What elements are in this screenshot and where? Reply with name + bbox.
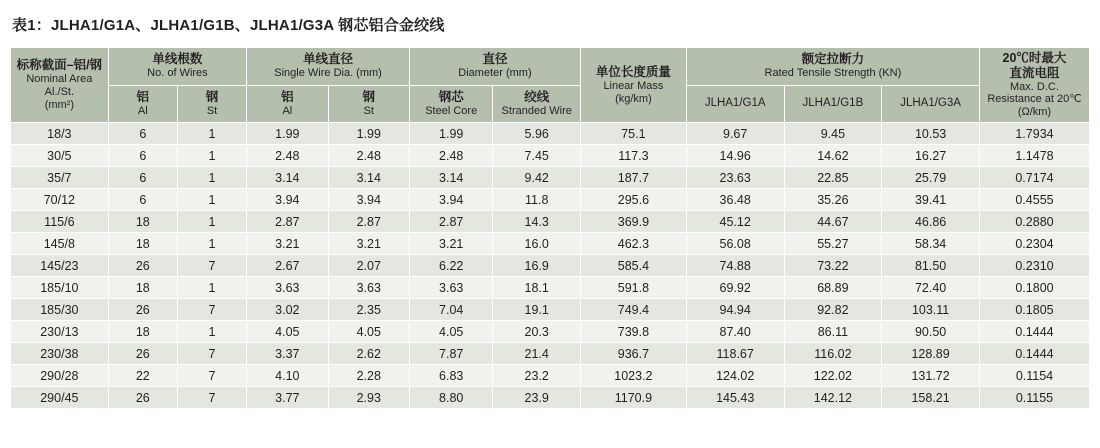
cell-dc-resistance: 0.2880 [979, 211, 1089, 233]
table-row [11, 277, 1090, 299]
cell-diameter-strand: 18.1 [493, 277, 581, 299]
cell-tensile-g1a: 145.43 [686, 387, 784, 409]
header-no-of-wires-cn: 单线根数 [152, 52, 203, 67]
subheader-tensile-g1b [784, 85, 882, 123]
cell-nominal-area: 230/38 [11, 343, 109, 365]
cell-diameter-strand: 5.96 [493, 123, 581, 145]
cell-tensile-g1a: 9.67 [686, 123, 784, 145]
header-linear-mass-unit: (kg/km) [615, 92, 652, 105]
subheader-wires-al [108, 85, 177, 123]
cell-dia-al: 4.10 [247, 365, 328, 387]
header-row-primary [11, 48, 1090, 86]
cell-dia-st: 3.21 [328, 233, 409, 255]
cell-diameter-core: 6.83 [409, 365, 492, 387]
cell-dc-resistance: 0.4555 [979, 189, 1089, 211]
table-row [11, 189, 1090, 211]
cell-wires-al: 18 [108, 211, 177, 233]
cell-dc-resistance: 1.1478 [979, 145, 1089, 167]
header-dc-resistance-cn2: 直流电阻 [1009, 65, 1060, 80]
cell-linear-mass: 1023.2 [580, 365, 686, 387]
cell-tensile-g1b: 68.89 [784, 277, 882, 299]
cell-dia-st: 2.07 [328, 255, 409, 277]
cell-linear-mass: 295.6 [580, 189, 686, 211]
cell-tensile-g1a: 45.12 [686, 211, 784, 233]
cell-dia-al: 3.94 [247, 189, 328, 211]
cell-tensile-g3a: 103.11 [882, 299, 980, 321]
cell-tensile-g1b: 9.45 [784, 123, 882, 145]
cell-linear-mass: 739.8 [580, 321, 686, 343]
header-tensile-strength-en: Rated Tensile Strength (KN) [764, 67, 902, 80]
cell-tensile-g3a: 16.27 [882, 145, 980, 167]
subheader-tensile-g1a [686, 85, 784, 123]
cell-dia-st: 2.87 [328, 211, 409, 233]
cell-dia-al: 1.99 [247, 123, 328, 145]
cell-dia-al: 3.21 [247, 233, 328, 255]
table-row [11, 387, 1090, 409]
header-linear-mass-en: Linear Mass [603, 79, 664, 92]
cell-nominal-area: 18/3 [11, 123, 109, 145]
cell-tensile-g1a: 14.96 [686, 145, 784, 167]
cell-diameter-core: 2.48 [409, 145, 492, 167]
cell-linear-mass: 117.3 [580, 145, 686, 167]
cell-dia-st: 2.35 [328, 299, 409, 321]
table-row [11, 255, 1090, 277]
subheader-wires-al-en: Al [137, 104, 148, 117]
cell-dc-resistance: 0.1444 [979, 343, 1089, 365]
cell-wires-al: 22 [108, 365, 177, 387]
cell-tensile-g1a: 94.94 [686, 299, 784, 321]
cell-linear-mass: 936.7 [580, 343, 686, 365]
cell-tensile-g1b: 14.62 [784, 145, 882, 167]
cell-diameter-strand: 19.1 [493, 299, 581, 321]
subheader-diameter-strand-cn: 绞线 [524, 90, 550, 105]
table-body [11, 123, 1090, 409]
cell-tensile-g1a: 36.48 [686, 189, 784, 211]
table-row [11, 233, 1090, 255]
header-nominal-area-en: Nominal Area [26, 73, 93, 86]
cell-tensile-g1b: 55.27 [784, 233, 882, 255]
header-diameter-en: Diameter (mm) [458, 67, 532, 80]
cell-tensile-g3a: 58.34 [882, 233, 980, 255]
cell-dia-st: 2.28 [328, 365, 409, 387]
cell-dia-al: 4.05 [247, 321, 328, 343]
header-no-of-wires-en: No. of Wires [147, 67, 208, 80]
header-dc-resistance-en1: Max. D.C. [1010, 80, 1059, 93]
cell-dia-al: 3.14 [247, 167, 328, 189]
subheader-wires-st-cn: 钢 [205, 90, 219, 105]
table-row [11, 123, 1090, 145]
cell-tensile-g1b: 122.02 [784, 365, 882, 387]
cell-diameter-strand: 7.45 [493, 145, 581, 167]
subheader-tensile-g3a [882, 85, 980, 123]
cell-dia-st: 2.48 [328, 145, 409, 167]
cell-dc-resistance: 0.1444 [979, 321, 1089, 343]
cell-nominal-area: 290/45 [11, 387, 109, 409]
cell-tensile-g3a: 90.50 [882, 321, 980, 343]
cell-diameter-core: 8.80 [409, 387, 492, 409]
header-linear-mass-cn: 单位长度质量 [595, 64, 671, 79]
table-row [11, 145, 1090, 167]
cell-diameter-core: 4.05 [409, 321, 492, 343]
cell-diameter-strand: 23.9 [493, 387, 581, 409]
cell-diameter-core: 3.14 [409, 167, 492, 189]
cell-tensile-g1b: 142.12 [784, 387, 882, 409]
cell-dia-st: 1.99 [328, 123, 409, 145]
cell-diameter-core: 7.87 [409, 343, 492, 365]
cell-diameter-strand: 14.3 [493, 211, 581, 233]
subheader-dia-al-cn: 铝 [281, 90, 294, 105]
cell-wires-st: 7 [177, 255, 246, 277]
cell-diameter-core: 3.94 [409, 189, 492, 211]
header-single-wire-dia-cn: 单线直径 [303, 52, 354, 67]
cell-nominal-area: 230/13 [11, 321, 109, 343]
cell-tensile-g3a: 46.86 [882, 211, 980, 233]
subheader-dia-st [328, 85, 409, 123]
cell-wires-al: 26 [108, 343, 177, 365]
header-dc-resistance-unit: (Ω/km) [1017, 106, 1052, 119]
cell-dia-al: 2.67 [247, 255, 328, 277]
cell-dia-al: 3.37 [247, 343, 328, 365]
header-nominal-area [11, 48, 109, 123]
subheader-tensile-g1a-label: JLHA1/G1A [704, 97, 766, 110]
cell-tensile-g1a: 118.67 [686, 343, 784, 365]
header-nominal-area-unit: (mm²) [44, 99, 75, 112]
cell-linear-mass: 75.1 [580, 123, 686, 145]
cell-linear-mass: 591.8 [580, 277, 686, 299]
cell-linear-mass: 749.4 [580, 299, 686, 321]
cell-tensile-g1a: 23.63 [686, 167, 784, 189]
header-single-wire-dia-en: Single Wire Dia. (mm) [274, 67, 382, 80]
cell-nominal-area: 185/10 [11, 277, 109, 299]
conductor-spec-table [10, 47, 1090, 409]
cell-nominal-area: 185/30 [11, 299, 109, 321]
cell-nominal-area: 290/28 [11, 365, 109, 387]
header-nominal-area-en2: Al./St. [44, 86, 75, 99]
cell-linear-mass: 187.7 [580, 167, 686, 189]
cell-linear-mass: 369.9 [580, 211, 686, 233]
cell-wires-st: 1 [177, 167, 246, 189]
cell-nominal-area: 70/12 [11, 189, 109, 211]
cell-wires-al: 18 [108, 233, 177, 255]
table-row [11, 343, 1090, 365]
subheader-wires-st [177, 85, 246, 123]
cell-tensile-g3a: 25.79 [882, 167, 980, 189]
cell-nominal-area: 145/23 [11, 255, 109, 277]
table-row [11, 167, 1090, 189]
cell-tensile-g1b: 73.22 [784, 255, 882, 277]
cell-nominal-area: 145/8 [11, 233, 109, 255]
cell-dc-resistance: 0.2304 [979, 233, 1089, 255]
cell-tensile-g1a: 69.92 [686, 277, 784, 299]
header-dc-resistance-cn1: 20℃时最大 [1002, 51, 1067, 65]
cell-linear-mass: 585.4 [580, 255, 686, 277]
cell-diameter-core: 2.87 [409, 211, 492, 233]
cell-tensile-g1b: 44.67 [784, 211, 882, 233]
cell-diameter-strand: 21.4 [493, 343, 581, 365]
subheader-dia-al-en: Al [282, 104, 293, 117]
cell-wires-st: 1 [177, 233, 246, 255]
cell-wires-al: 6 [108, 189, 177, 211]
cell-wires-st: 7 [177, 343, 246, 365]
cell-dc-resistance: 0.1805 [979, 299, 1089, 321]
subheader-dia-st-cn: 钢 [362, 90, 376, 105]
cell-wires-al: 26 [108, 255, 177, 277]
cell-tensile-g1a: 124.02 [686, 365, 784, 387]
cell-wires-st: 1 [177, 189, 246, 211]
subheader-diameter-core [409, 85, 492, 123]
cell-wires-st: 1 [177, 211, 246, 233]
subheader-diameter-core-cn: 钢芯 [438, 90, 464, 105]
cell-tensile-g1b: 22.85 [784, 167, 882, 189]
cell-wires-al: 6 [108, 123, 177, 145]
cell-nominal-area: 115/6 [11, 211, 109, 233]
cell-dia-al: 3.77 [247, 387, 328, 409]
cell-diameter-core: 3.63 [409, 277, 492, 299]
cell-tensile-g3a: 10.53 [882, 123, 980, 145]
cell-dia-st: 4.05 [328, 321, 409, 343]
cell-dc-resistance: 1.7934 [979, 123, 1089, 145]
header-nominal-area-cn: 标称截面–铝/钢 [16, 58, 103, 73]
subheader-diameter-core-en: Steel Core [425, 104, 478, 117]
cell-tensile-g1a: 56.08 [686, 233, 784, 255]
cell-diameter-strand: 9.42 [493, 167, 581, 189]
cell-wires-st: 1 [177, 145, 246, 167]
table-row [11, 299, 1090, 321]
cell-dia-al: 2.48 [247, 145, 328, 167]
cell-dia-al: 2.87 [247, 211, 328, 233]
cell-tensile-g1b: 35.26 [784, 189, 882, 211]
table-header [11, 48, 1090, 123]
subheader-wires-al-cn: 铝 [136, 90, 150, 105]
cell-tensile-g1b: 92.82 [784, 299, 882, 321]
cell-diameter-core: 6.22 [409, 255, 492, 277]
cell-linear-mass: 1170.9 [580, 387, 686, 409]
cell-diameter-core: 1.99 [409, 123, 492, 145]
cell-nominal-area: 35/7 [11, 167, 109, 189]
header-tensile-strength-cn: 额定拉断力 [801, 52, 865, 67]
cell-diameter-core: 3.21 [409, 233, 492, 255]
table-row [11, 211, 1090, 233]
subheader-diameter-strand-en: Stranded Wire [501, 104, 572, 117]
cell-tensile-g3a: 158.21 [882, 387, 980, 409]
cell-dia-al: 3.02 [247, 299, 328, 321]
cell-dc-resistance: 0.2310 [979, 255, 1089, 277]
cell-wires-al: 18 [108, 277, 177, 299]
cell-wires-st: 1 [177, 321, 246, 343]
header-linear-mass [580, 48, 686, 123]
cell-wires-al: 26 [108, 299, 177, 321]
cell-diameter-strand: 23.2 [493, 365, 581, 387]
cell-nominal-area: 30/5 [11, 145, 109, 167]
header-diameter [409, 48, 580, 86]
table-row [11, 365, 1090, 387]
header-dc-resistance [979, 48, 1089, 123]
cell-tensile-g1a: 87.40 [686, 321, 784, 343]
header-dc-resistance-en2: Resistance at 20℃ [987, 93, 1082, 106]
cell-tensile-g3a: 131.72 [882, 365, 980, 387]
header-no-of-wires [108, 48, 246, 86]
cell-tensile-g3a: 128.89 [882, 343, 980, 365]
cell-dia-st: 3.94 [328, 189, 409, 211]
cell-diameter-strand: 16.9 [493, 255, 581, 277]
cell-dc-resistance: 0.1800 [979, 277, 1089, 299]
header-tensile-strength [686, 48, 979, 86]
cell-wires-al: 6 [108, 145, 177, 167]
cell-tensile-g1b: 116.02 [784, 343, 882, 365]
cell-tensile-g3a: 81.50 [882, 255, 980, 277]
subheader-diameter-strand [493, 85, 581, 123]
cell-dc-resistance: 0.1154 [979, 365, 1089, 387]
header-single-wire-dia [247, 48, 410, 86]
header-row-secondary [11, 85, 1090, 123]
cell-wires-st: 1 [177, 123, 246, 145]
cell-wires-al: 18 [108, 321, 177, 343]
subheader-wires-st-en: St [206, 104, 218, 117]
header-diameter-cn: 直径 [482, 52, 508, 67]
cell-wires-st: 7 [177, 299, 246, 321]
subheader-dia-st-en: St [363, 104, 374, 117]
cell-dc-resistance: 0.7174 [979, 167, 1089, 189]
cell-wires-st: 7 [177, 387, 246, 409]
cell-diameter-strand: 16.0 [493, 233, 581, 255]
cell-tensile-g3a: 39.41 [882, 189, 980, 211]
cell-dia-st: 2.62 [328, 343, 409, 365]
cell-tensile-g3a: 72.40 [882, 277, 980, 299]
cell-dia-al: 3.63 [247, 277, 328, 299]
subheader-tensile-g1b-label: JLHA1/G1B [802, 97, 864, 110]
cell-linear-mass: 462.3 [580, 233, 686, 255]
table-caption: 表1：JLHA1/G1A、JLHA1/G1B、JLHA1/G3A 钢芯铝合金绞线 [12, 17, 445, 34]
subheader-tensile-g3a-label: JLHA1/G3A [900, 97, 961, 110]
cell-diameter-core: 7.04 [409, 299, 492, 321]
cell-diameter-strand: 20.3 [493, 321, 581, 343]
cell-tensile-g1a: 74.88 [686, 255, 784, 277]
cell-dia-st: 3.14 [328, 167, 409, 189]
cell-dc-resistance: 0.1155 [979, 387, 1089, 409]
cell-dia-st: 2.93 [328, 387, 409, 409]
cell-wires-st: 7 [177, 365, 246, 387]
cell-dia-st: 3.63 [328, 277, 409, 299]
cell-tensile-g1b: 86.11 [784, 321, 882, 343]
cell-diameter-strand: 11.8 [493, 189, 581, 211]
table-row [11, 321, 1090, 343]
cell-wires-al: 6 [108, 167, 177, 189]
subheader-dia-al [247, 85, 328, 123]
cell-wires-al: 26 [108, 387, 177, 409]
cell-wires-st: 1 [177, 277, 246, 299]
